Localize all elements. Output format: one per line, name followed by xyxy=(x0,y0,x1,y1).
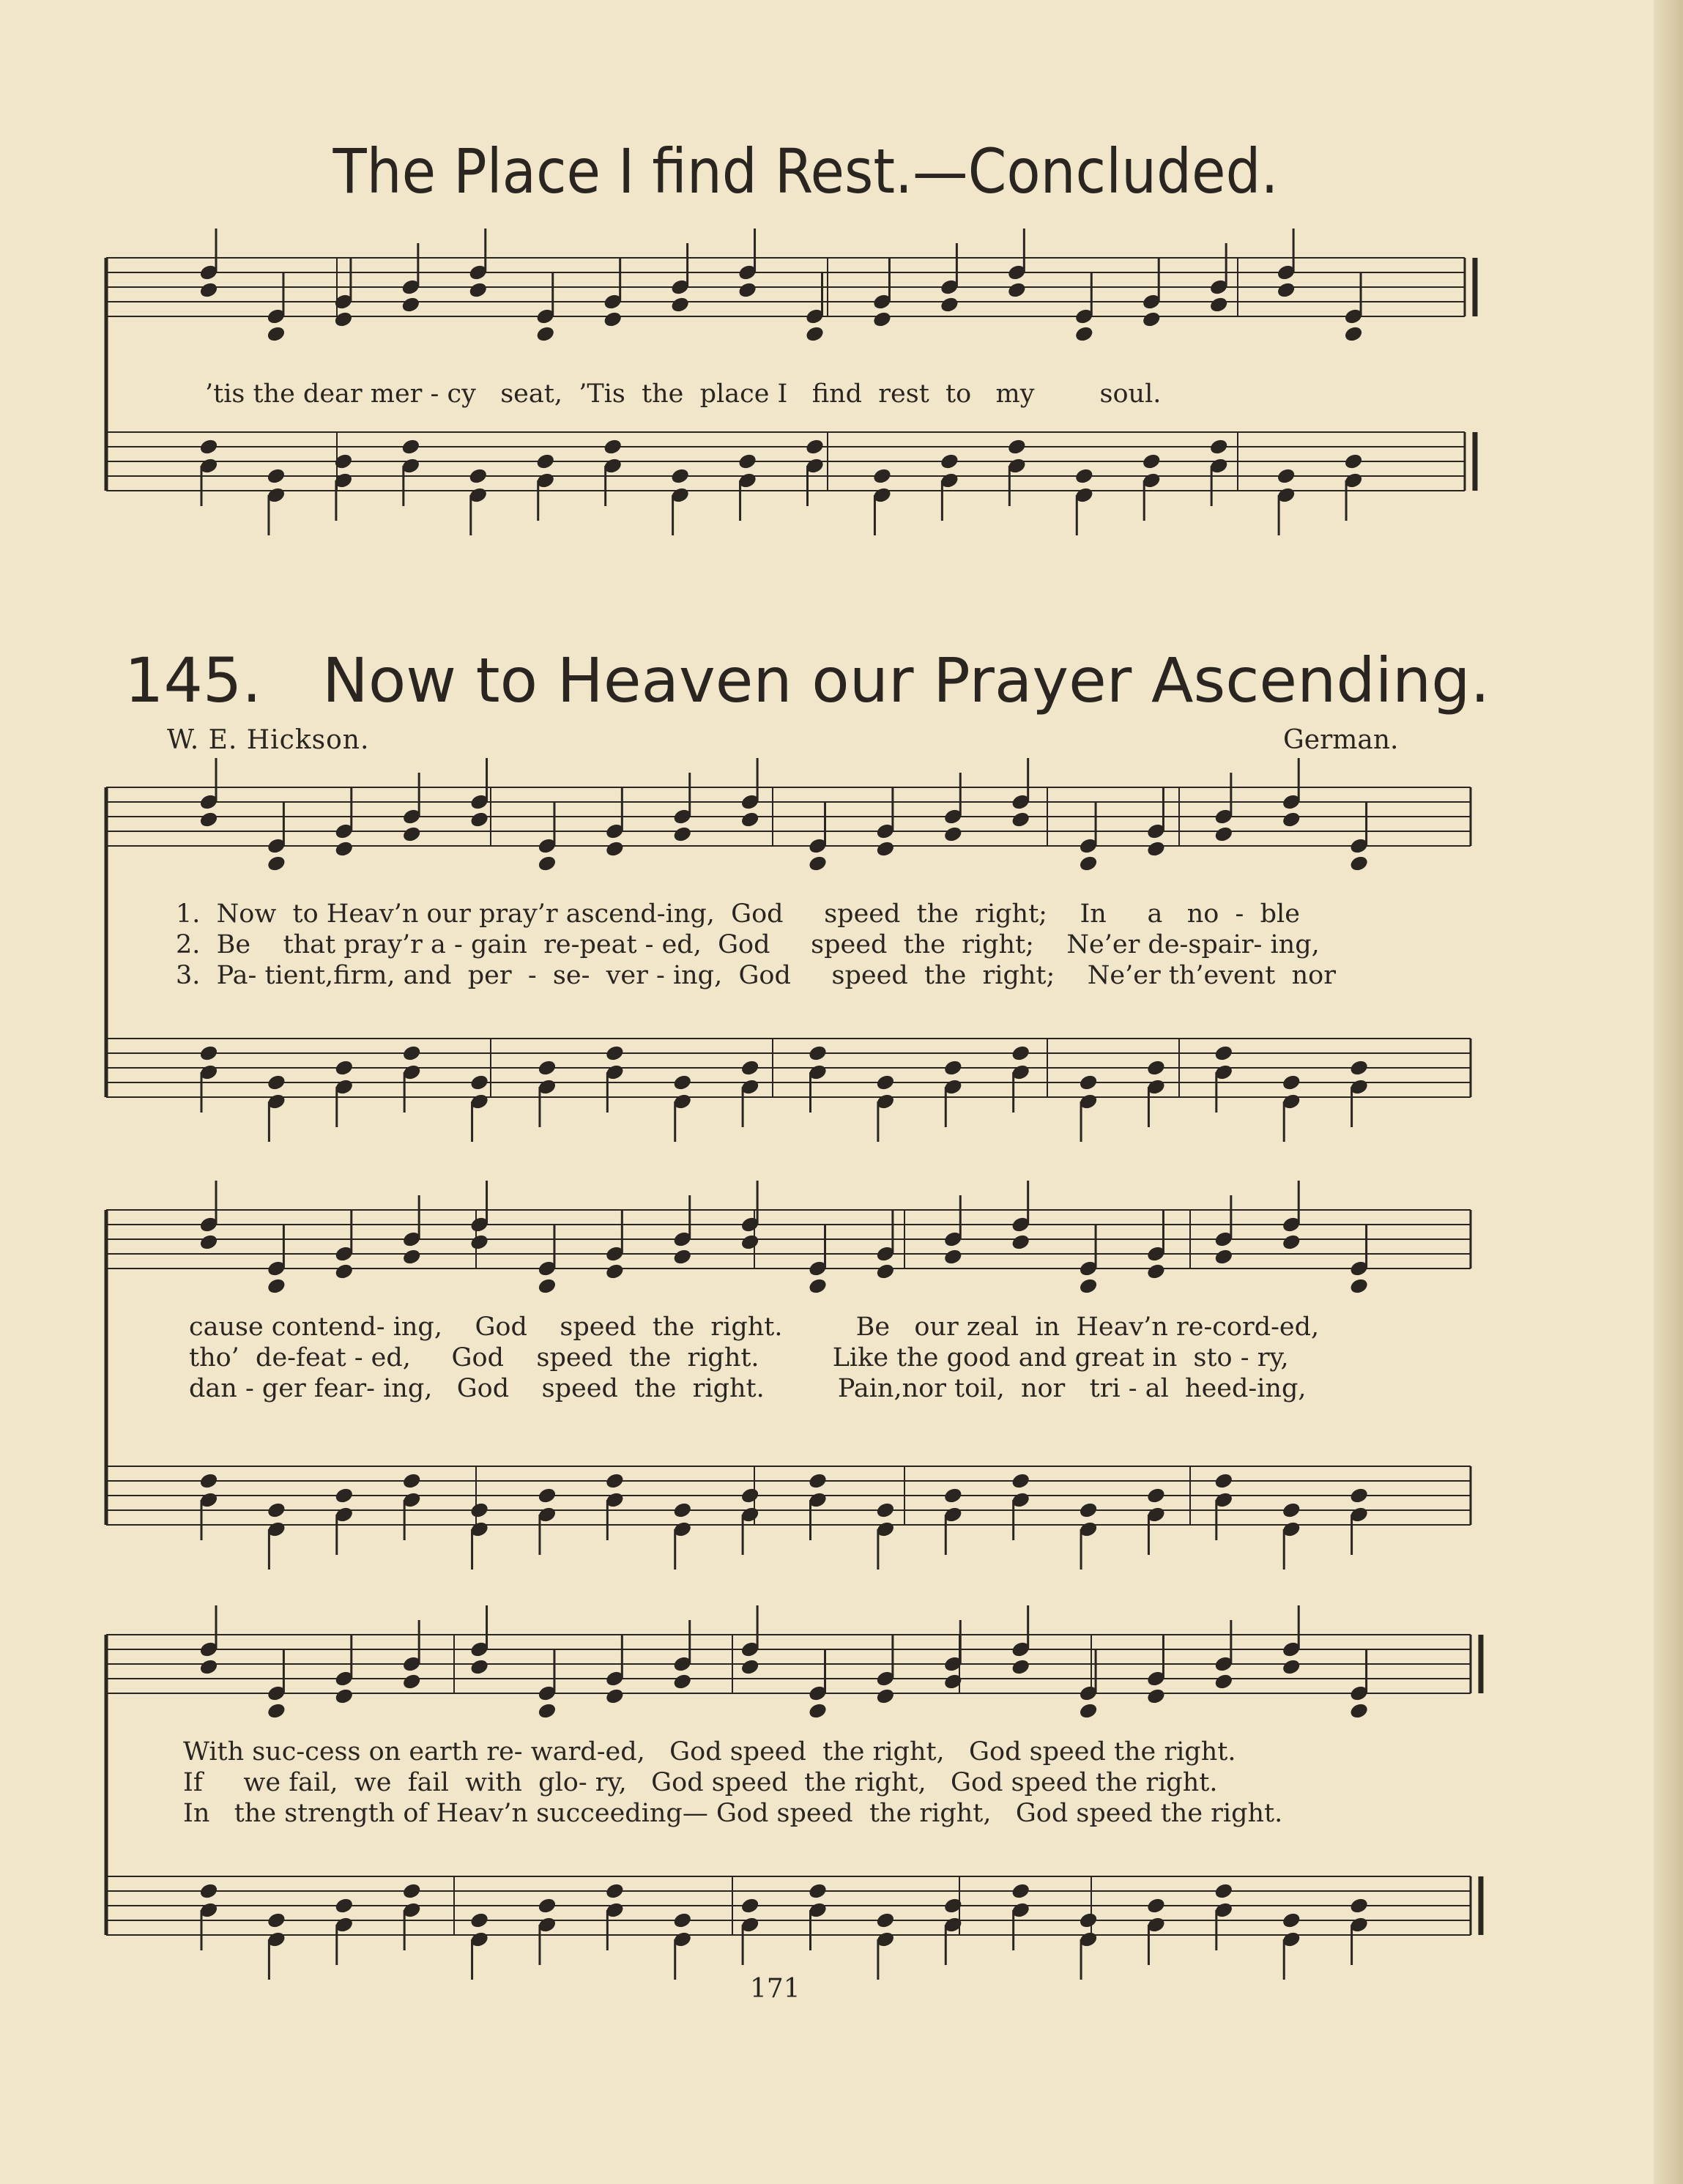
note-head xyxy=(603,311,623,328)
note-head xyxy=(1214,825,1233,843)
note-head xyxy=(538,1702,557,1720)
note-head xyxy=(1146,1487,1166,1504)
note-head xyxy=(267,1702,286,1720)
note-head xyxy=(808,1702,828,1720)
note-head xyxy=(538,1277,557,1295)
section-title-concluded: The Place I find Rest.—Concluded. xyxy=(332,135,1279,207)
note-head xyxy=(1142,453,1162,470)
note-head xyxy=(538,855,557,872)
note-head xyxy=(1214,1472,1233,1490)
lyric-verse1-line2: cause contend- ing, God speed the right. Be our zeal in Heav’n re-cord-ed, xyxy=(189,1312,1320,1342)
note-head xyxy=(1011,1044,1030,1062)
note-head xyxy=(940,453,959,470)
note-head xyxy=(267,855,286,872)
note-head xyxy=(334,1487,354,1504)
note-head xyxy=(1214,1673,1233,1690)
note-head xyxy=(808,1882,828,1900)
note-head xyxy=(1349,1487,1369,1504)
hymn-number: 145. xyxy=(125,645,262,716)
note-head xyxy=(1349,855,1369,872)
note-head xyxy=(402,1882,422,1900)
note-head xyxy=(538,1897,557,1914)
note-head xyxy=(876,1687,896,1705)
note-head xyxy=(199,811,219,828)
note-head xyxy=(334,1263,354,1280)
note-head xyxy=(402,825,422,843)
note-head xyxy=(1079,855,1099,872)
note-head xyxy=(1146,1687,1166,1705)
note-head xyxy=(1282,1912,1301,1929)
note-head xyxy=(469,811,489,828)
note-head xyxy=(943,1248,963,1266)
note-head xyxy=(469,1912,489,1929)
note-head xyxy=(808,855,828,872)
note-head xyxy=(1214,1248,1233,1266)
note-head xyxy=(267,1277,286,1295)
note-head xyxy=(672,825,692,843)
note-head xyxy=(872,311,892,328)
note-head xyxy=(1079,1277,1099,1295)
hymn-tune-origin: German. xyxy=(1283,725,1399,755)
note-head xyxy=(334,1897,354,1914)
note-head xyxy=(672,1673,692,1690)
note-head xyxy=(1079,1501,1099,1519)
note-head xyxy=(940,296,959,313)
note-head xyxy=(808,1472,828,1490)
note-head xyxy=(1074,325,1094,343)
note-head xyxy=(1209,438,1229,456)
note-head xyxy=(1349,1897,1369,1914)
note-head xyxy=(1214,1882,1233,1900)
note-head xyxy=(1146,1263,1166,1280)
note-head xyxy=(1277,467,1296,485)
note-head xyxy=(808,1277,828,1295)
note-head xyxy=(1146,840,1166,858)
lyric-verse2-line1: 2. Be that pray’r a - gain re-peat - ed, God speed the right; Ne’er de-spair- ing, xyxy=(176,930,1320,959)
note-head xyxy=(468,281,488,299)
note-head xyxy=(740,811,760,828)
note-head xyxy=(1146,1059,1166,1077)
note-head xyxy=(402,1673,422,1690)
note-head xyxy=(876,1074,896,1091)
note-head xyxy=(1142,311,1162,328)
lyric-verse1-line1: 1. Now to Heav’n our pray’r ascend-ing, God speed the right; In a no - ble xyxy=(176,899,1300,929)
note-head xyxy=(943,1059,963,1077)
note-head xyxy=(334,1687,354,1705)
lyric-verse1-line3: With suc-cess on earth re- ward-ed, God speed the right, God speed the right. xyxy=(183,1737,1236,1767)
note-head xyxy=(199,438,219,456)
note-head xyxy=(469,1233,489,1251)
note-head xyxy=(402,1472,422,1490)
lyric-concluded: ’tis the dear mer - cy seat, ’Tis the place I find rest to my soul. xyxy=(205,379,1162,409)
note-head xyxy=(1282,811,1301,828)
note-head xyxy=(535,325,555,343)
note-head xyxy=(1209,296,1229,313)
note-head xyxy=(1007,438,1027,456)
note-head xyxy=(469,1658,489,1676)
note-head xyxy=(1349,1702,1369,1720)
note-head xyxy=(199,1882,219,1900)
lyric-verse2-line3: If we fail, we fail with glo- ry, God speed the right, God speed the right. xyxy=(183,1768,1218,1797)
note-head xyxy=(334,840,354,858)
note-head xyxy=(267,1912,286,1929)
note-head xyxy=(605,1472,625,1490)
note-head xyxy=(199,1233,219,1251)
note-head xyxy=(672,1074,692,1091)
note-head xyxy=(1282,1658,1301,1676)
note-head xyxy=(402,1248,422,1266)
note-head xyxy=(267,467,286,485)
note-head xyxy=(199,1044,219,1062)
page-number: 171 xyxy=(750,1974,800,2004)
note-head xyxy=(605,840,625,858)
note-head xyxy=(538,1487,557,1504)
note-head xyxy=(943,825,963,843)
note-head xyxy=(1011,811,1030,828)
note-head xyxy=(605,1263,625,1280)
note-head xyxy=(672,1248,692,1266)
lyric-verse3-line2: dan - ger fear- ing, God speed the right. Pain,nor toil, nor tri - al heed-ing, xyxy=(189,1374,1307,1403)
note-head xyxy=(808,1044,828,1062)
note-head xyxy=(805,438,825,456)
note-head xyxy=(1214,1044,1233,1062)
note-head xyxy=(1011,1233,1030,1251)
note-head xyxy=(805,325,825,343)
note-head xyxy=(1007,281,1027,299)
note-head xyxy=(876,1912,896,1929)
note-head xyxy=(670,296,690,313)
note-head xyxy=(1079,1074,1099,1091)
note-head xyxy=(876,1501,896,1519)
note-head xyxy=(670,467,690,485)
note-head xyxy=(469,1501,489,1519)
note-head xyxy=(401,438,420,456)
note-head xyxy=(740,1897,760,1914)
note-head xyxy=(740,1233,760,1251)
note-head xyxy=(1344,325,1364,343)
note-head xyxy=(672,1912,692,1929)
note-head xyxy=(605,1687,625,1705)
note-head xyxy=(1349,1277,1369,1295)
lyric-verse3-line1: 3. Pa- tient,firm, and per - se- ver - ing, God speed the right; Ne’er th’event nor xyxy=(176,961,1336,990)
lyric-verse2-line2: tho’ de-feat - ed, God speed the right. Like the good and great in sto - ry, xyxy=(189,1343,1289,1373)
note-head xyxy=(740,1658,760,1676)
note-head xyxy=(738,281,757,299)
note-head xyxy=(603,438,623,456)
note-head xyxy=(199,1658,219,1676)
note-head xyxy=(538,1059,557,1077)
note-head xyxy=(469,1074,489,1091)
note-head xyxy=(267,1074,286,1091)
note-head xyxy=(876,1263,896,1280)
note-head xyxy=(740,1059,760,1077)
note-head xyxy=(738,453,757,470)
note-head xyxy=(402,1044,422,1062)
lyric-verse3-line3: In the strength of Heav’n succeeding— God speed the right, God speed the right. xyxy=(183,1799,1283,1828)
note-head xyxy=(876,840,896,858)
note-head xyxy=(334,1059,354,1077)
note-head xyxy=(1344,453,1364,470)
note-head xyxy=(267,325,286,343)
note-head xyxy=(1277,281,1296,299)
hymn-title: Now to Heaven our Prayer Ascending. xyxy=(322,645,1490,716)
note-head xyxy=(468,467,488,485)
hymn-author: W. E. Hickson. xyxy=(167,725,370,755)
note-head xyxy=(943,1487,963,1504)
note-head xyxy=(1282,1074,1301,1091)
note-head xyxy=(672,1501,692,1519)
note-head xyxy=(1074,467,1094,485)
note-head xyxy=(535,453,555,470)
note-head xyxy=(199,1472,219,1490)
note-head xyxy=(267,1501,286,1519)
note-head xyxy=(401,296,420,313)
note-head xyxy=(1282,1501,1301,1519)
note-head xyxy=(872,467,892,485)
note-head xyxy=(1011,1882,1030,1900)
note-head xyxy=(199,281,219,299)
note-head xyxy=(605,1882,625,1900)
note-head xyxy=(1011,1472,1030,1490)
note-head xyxy=(1349,1059,1369,1077)
note-head xyxy=(1079,1912,1099,1929)
note-head xyxy=(1011,1658,1030,1676)
note-head xyxy=(605,1044,625,1062)
note-head xyxy=(1079,1702,1099,1720)
note-head xyxy=(1282,1233,1301,1251)
note-head xyxy=(740,1487,760,1504)
note-head xyxy=(1146,1897,1166,1914)
